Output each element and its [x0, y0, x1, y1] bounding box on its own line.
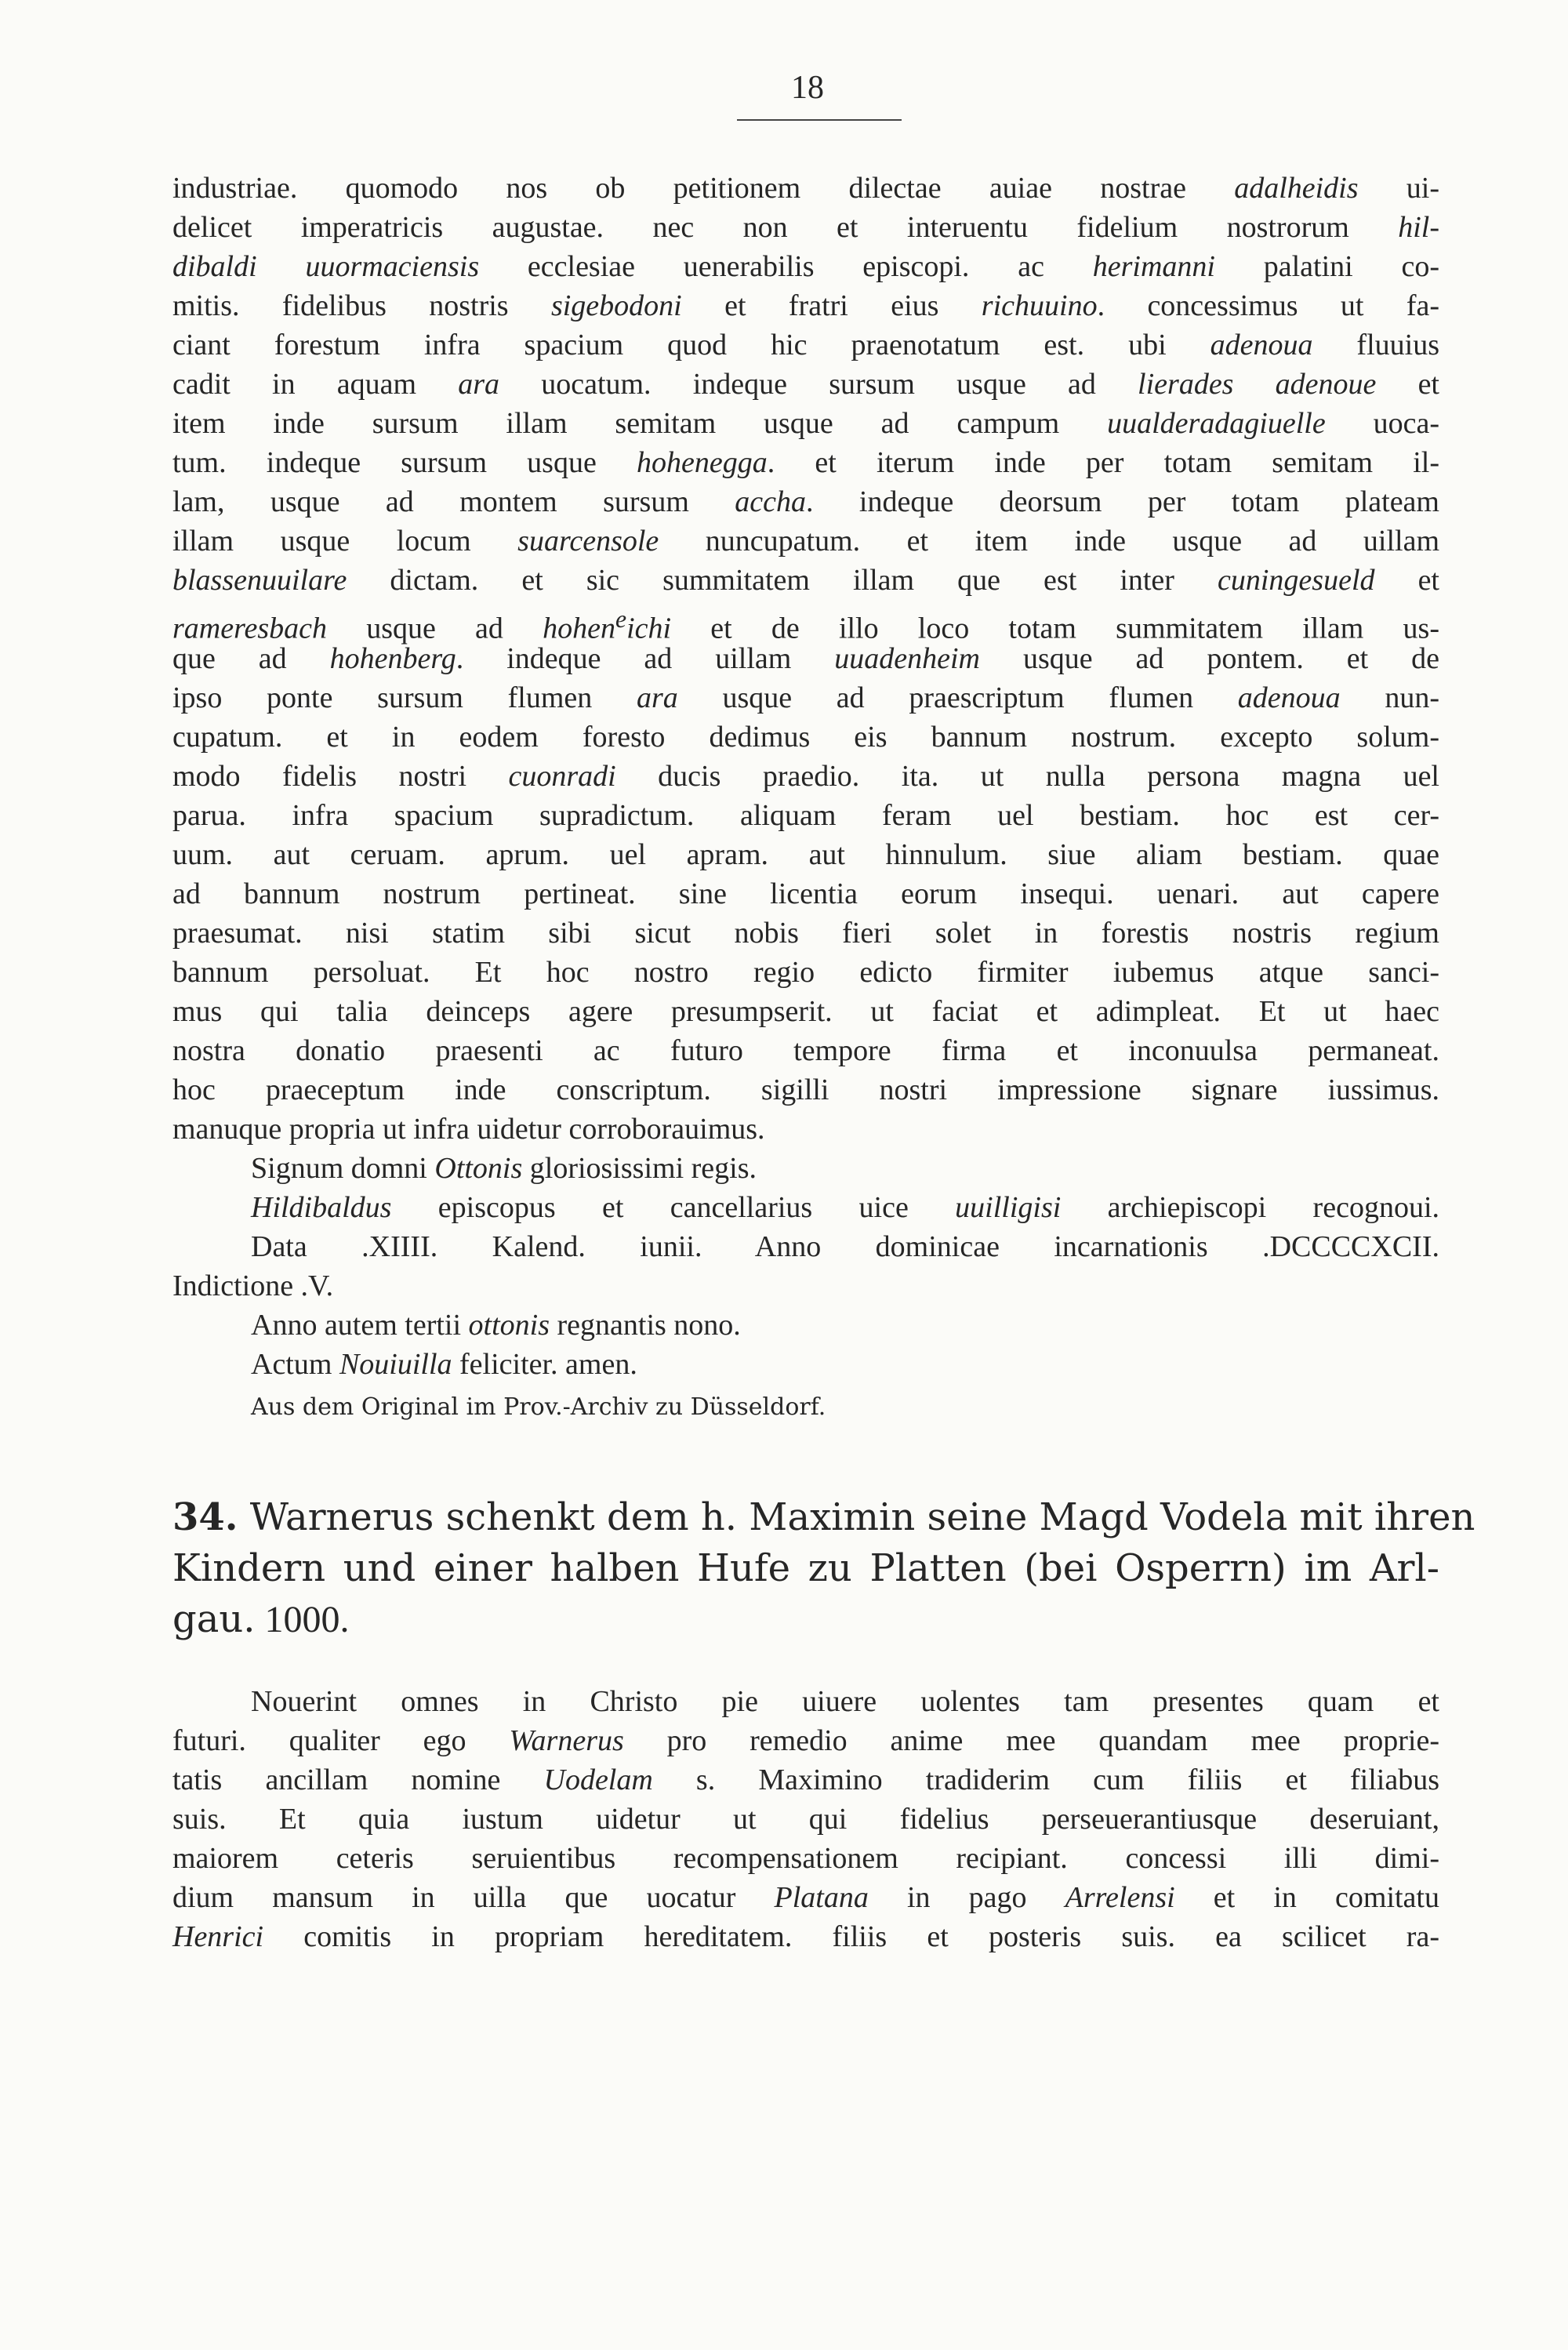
text-line: tum. indeque sursum usque hohenegga. et iterum inde per totam semitam il-	[172, 446, 1439, 479]
text-line: Data .XIIII. Kalend. iunii. Anno dominicae incarnationis .DCCCCXCII.	[251, 1230, 1439, 1263]
text-line: ad bannum nostrum pertineat. sine licentia eorum insequi. uenari. aut capere	[172, 877, 1439, 910]
text-line: cadit in aquam ara uocatum. indeque sursum usque ad lierades adenoue et	[172, 368, 1439, 401]
text-line: praesumat. nisi statim sibi sicut nobis fieri solet in forestis nostris regium	[172, 917, 1439, 950]
text-line: lam, usque ad montem sursum accha. indeque deorsum per totam plateam	[172, 485, 1439, 518]
text-line: mitis. fidelibus nostris sigebodoni et fratri eius richuuino. concessimus ut fa-	[172, 289, 1439, 322]
text-line: Nouerint omnes in Christo pie uiuere uolentes tam presentes quam et	[251, 1685, 1439, 1718]
text-line: Henrici comitis in propriam hereditatem. filiis et posteris suis. ea scilicet ra-	[172, 1920, 1439, 1953]
text-line: manuque propria ut infra uidetur corroborauimus.	[172, 1113, 765, 1146]
text-line: ciant forestum infra spacium quod hic praenotatum est. ubi adenoua fluuius	[172, 329, 1439, 361]
source-note: Aus dem Original im Prov.-Archiv zu Düsseldorf.	[251, 1393, 826, 1421]
page-number: 18	[791, 70, 824, 106]
doc34-title-line: 34. Warnerus schenkt dem h. Maximin seine Magd Vodela mit ihren	[172, 1495, 1475, 1539]
text-line: delicet imperatricis augustae. nec non et interuentu fidelium nostrorum hil-	[172, 211, 1439, 244]
text-line: uum. aut ceruam. aprum. uel apram. aut hinnulum. siue aliam bestiam. quae	[172, 838, 1439, 871]
text-line: que ad hohenberg. indeque ad uillam uuadenheim usque ad pontem. et de	[172, 642, 1439, 675]
doc34-number: 34.	[172, 1495, 238, 1539]
text-line: industriae. quomodo nos ob petitionem dilectae auiae nostrae adalheidis ui-	[172, 172, 1439, 205]
text-line: item inde sursum illam semitam usque ad campum uualderadagiuelle uoca-	[172, 407, 1439, 440]
text-line: suis. Et quia iustum uidetur ut qui fidelius perseuerantiusque deseruiant,	[172, 1803, 1439, 1836]
text-line: cupatum. et in eodem foresto dedimus eis bannum nostrum. excepto solum-	[172, 721, 1439, 754]
text-line: maiorem ceteris seruientibus recompensationem recipiant. concessi illi dimi-	[172, 1842, 1439, 1875]
text-line: Signum domni Ottonis gloriosissimi regis.	[251, 1152, 757, 1185]
doc34-title-line: gau. 1000.	[172, 1597, 350, 1641]
text-line: mus qui talia deinceps agere presumpserit. ut faciat et adimpleat. Et ut haec	[172, 995, 1439, 1028]
text-line: parua. infra spacium supradictum. aliquam feram uel bestiam. hoc est cer-	[172, 799, 1439, 832]
text-line: hoc praeceptum inde conscriptum. sigilli nostri impressione signare iussimus.	[172, 1073, 1439, 1106]
text-line: ipso ponte sursum flumen ara usque ad praescriptum flumen adenoua nun-	[172, 681, 1439, 714]
text-line: tatis ancillam nomine Uodelam s. Maximino tradiderim cum filiis et filiabus	[172, 1763, 1440, 1796]
text-line: Hildibaldus episcopus et cancellarius uice uuilligisi archiepiscopi recognoui.	[251, 1191, 1440, 1224]
text-line: illam usque locum suarcensole nuncupatum. et item inde usque ad uillam	[172, 525, 1439, 558]
text-line: dibaldi uuormaciensis ecclesiae uenerabilis episcopi. ac herimanni palatini co-	[172, 250, 1440, 283]
doc34-title-line: Kindern und einer halben Hufe zu Platten (bei Osperrn) im Arl-	[172, 1546, 1439, 1590]
text-line: dium mansum in uilla que uocatur Platana in pago Arrelensi et in comitatu	[172, 1881, 1439, 1914]
text-line: Anno autem tertii ottonis regnantis nono.	[251, 1309, 741, 1342]
text-line: modo fidelis nostri cuonradi ducis praedio. ita. ut nulla persona magna uel	[172, 760, 1439, 793]
text-line: futuri. qualiter ego Warnerus pro remedio anime mee quandam mee proprie-	[172, 1724, 1439, 1757]
text-line: Actum Nouiuilla feliciter. amen.	[251, 1348, 637, 1381]
text-line: blassenuuilare dictam. et sic summitatem illam que est inter cuningesueld et	[172, 564, 1439, 597]
text-line: bannum persoluat. Et hoc nostro regio edicto firmiter iubemus atque sanci-	[172, 956, 1439, 989]
header-rule	[737, 119, 902, 121]
doc34-year: 1000.	[264, 1599, 350, 1640]
text-line: rameresbach usque ad hohen$^e$ichi et de illo loco totam summitatem illam us-	[172, 605, 1439, 645]
text-line: nostra donatio praesenti ac futuro tempore firma et inconuulsa permaneat.	[172, 1034, 1439, 1067]
text-line: Indictione .V.	[172, 1269, 334, 1302]
